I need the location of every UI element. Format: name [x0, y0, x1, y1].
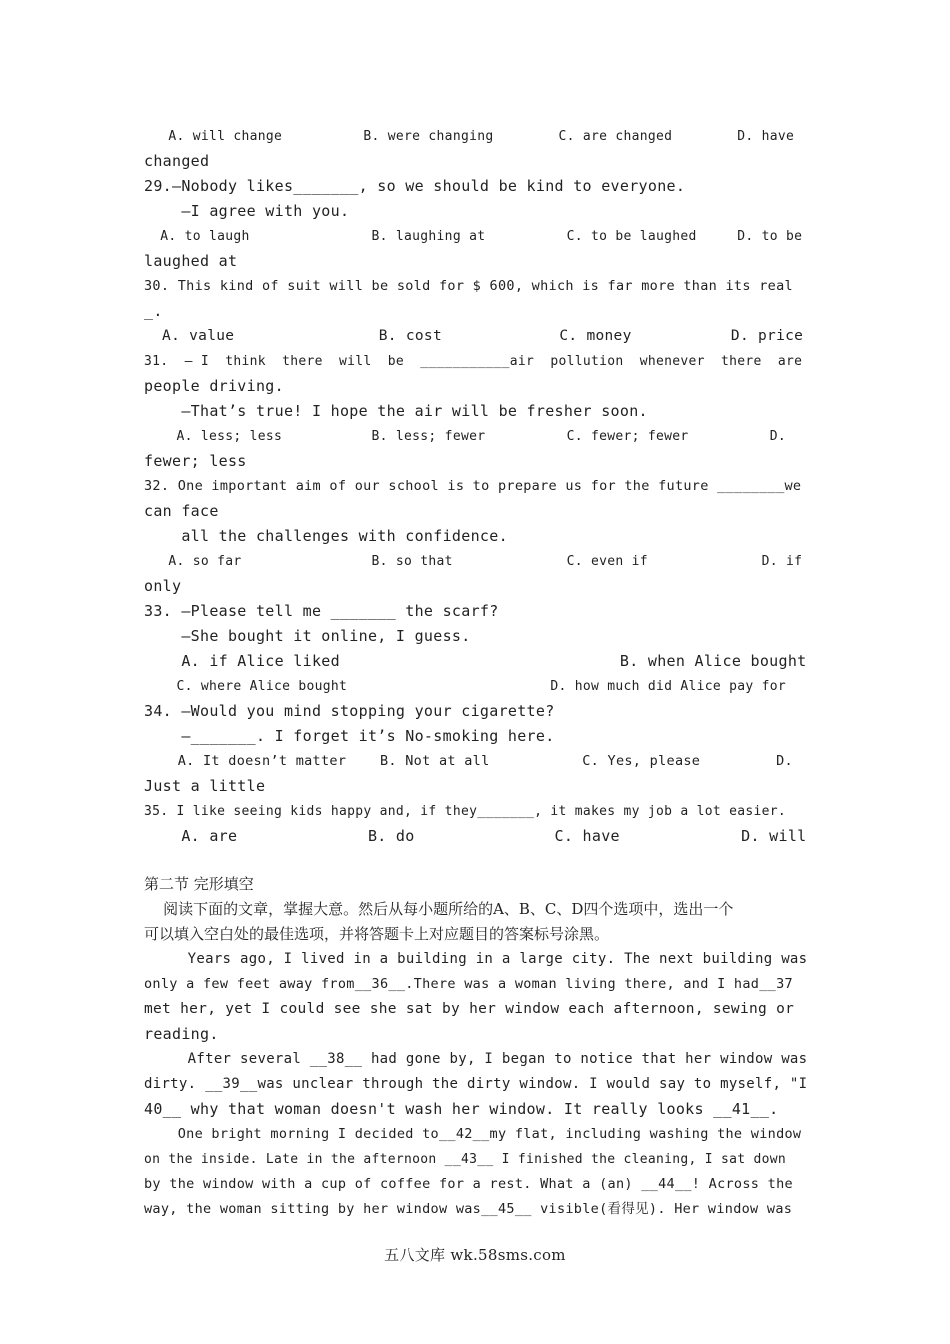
- q32-options-cont: only: [144, 577, 182, 595]
- section-title: 第二节 完形填空: [144, 875, 254, 893]
- passage-line-8: One bright morning I decided to__42__my flat, including washing the window: [144, 1126, 802, 1142]
- q34-reply: —_______. I forget it’s No-smoking here.: [144, 727, 555, 745]
- q29-reply: —I agree with you.: [144, 202, 350, 220]
- passage-line-10: by the window with a cup of coffee for a rest. What a (an) __44__! Across the: [144, 1176, 793, 1192]
- q33-reply: —She bought it online, I guess.: [144, 627, 471, 645]
- instructions-line-1: 阅读下面的文章，掌握大意。然后从每小题所给的A、B、C、D四个选项中，选出一个: [144, 900, 734, 918]
- q34-options-cont: Just a little: [144, 777, 266, 795]
- q34-stem: 34. —Would you mind stopping your cigarette?: [144, 702, 555, 720]
- passage-line-6: dirty. __39__was unclear through the dirty window. I would say to myself, "I: [144, 1076, 808, 1092]
- q28-options-cont: changed: [144, 152, 210, 170]
- q30-stem: 30. This kind of suit will be sold for $ 600, which is far more than its real: [144, 278, 793, 294]
- q33-stem: 33. —Please tell me _______ the scarf?: [144, 602, 499, 620]
- q35-stem: 35. I like seeing kids happy and, if they_______, it makes my job a lot easier.: [144, 804, 787, 819]
- q31-options: A. less; less B. less; fewer C. fewer; fewer D.: [144, 429, 787, 444]
- passage-line-7: 40__ why that woman doesn't wash her window. It really looks __41__.: [144, 1100, 779, 1118]
- q29-options: A. to laugh B. laughing at C. to be laughed D. to be: [144, 229, 803, 244]
- passage-line-5: After several __38__ had gone by, I began to notice that her window was: [144, 1051, 808, 1067]
- passage-line-2: only a few feet away from__36__.There was a woman living there, and I had__37: [144, 976, 793, 992]
- passage-line-1: Years ago, I lived in a building in a large city. The next building was: [144, 951, 808, 967]
- passage-line-3: met her, yet I could see she sat by her window each afternoon, sewing or: [144, 1001, 795, 1017]
- q29-options-cont: laughed at: [144, 252, 238, 270]
- q29-stem: 29.—Nobody likes_______, so we should be kind to everyone.: [144, 177, 686, 195]
- q35-options: A. are B. do C. have D. will: [144, 827, 807, 845]
- q31-stem: 31. — I think there will be ___________air pollution whenever there are: [144, 354, 803, 369]
- q30-options: A. value B. cost C. money D. price: [144, 328, 804, 344]
- q33-options-ab: A. if Alice liked B. when Alice bought: [144, 652, 807, 670]
- passage-line-4: reading.: [144, 1025, 219, 1043]
- q28-options: A. will change B. were changing C. are changed D. have: [144, 129, 795, 144]
- q31-reply: —That’s true! I hope the air will be fresher soon.: [144, 402, 648, 420]
- page-footer: 五八文库 wk.58sms.com: [384, 1246, 566, 1264]
- instructions-line-2: 可以填入空白处的最佳选项，并将答题卡上对应题目的答案标号涂黑。: [144, 925, 610, 943]
- q32-stem-cont: can face: [144, 502, 219, 520]
- q32-options: A. so far B. so that C. even if D. if: [144, 554, 803, 569]
- passage-line-11: way, the woman sitting by her window was__45__ visible(看得见). Her window was: [144, 1201, 793, 1217]
- passage-line-9: on the inside. Late in the afternoon __43__ I finished the cleaning, I sat down: [144, 1152, 787, 1167]
- q34-options: A. It doesn’t matter B. Not at all C. Yes, please D.: [144, 753, 793, 769]
- q32-stem: 32. One important aim of our school is to prepare us for the future ________we: [144, 478, 802, 494]
- q30-stem-cont: _.: [144, 302, 163, 320]
- q31-options-cont: fewer; less: [144, 452, 247, 470]
- q31-stem-cont: people driving.: [144, 377, 284, 395]
- q32-stem-cont2: all the challenges with confidence.: [144, 527, 508, 545]
- q33-options-cd: C. where Alice bought D. how much did Alice pay for: [144, 679, 787, 694]
